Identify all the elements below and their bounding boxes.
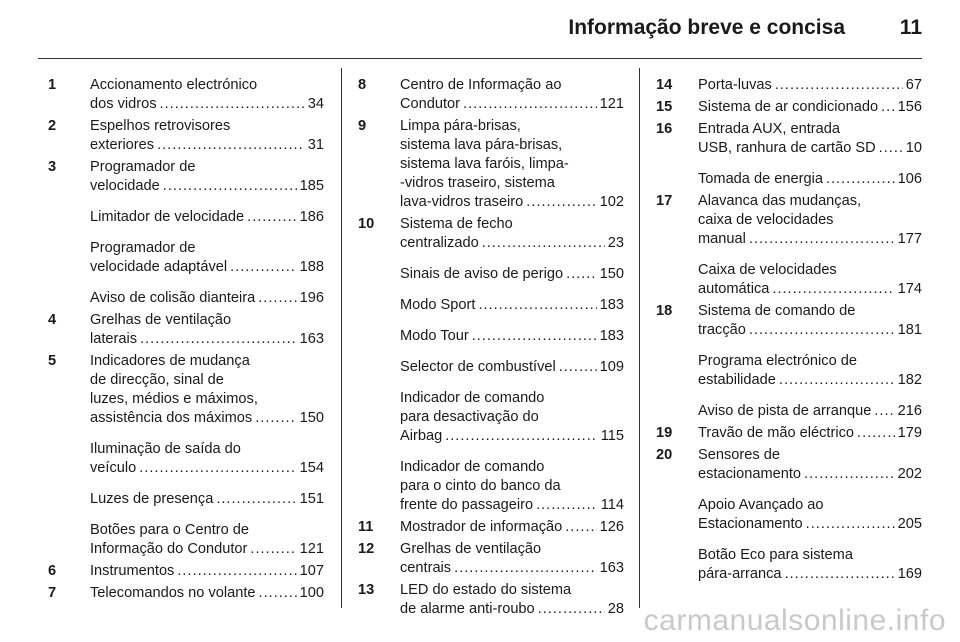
leader-dots — [230, 258, 297, 277]
entry-text: Iluminação de saída do — [90, 441, 241, 457]
index-entry — [358, 215, 624, 253]
entry-body — [400, 389, 624, 446]
leader-dots — [255, 409, 296, 428]
leader-dots — [538, 600, 605, 619]
entry-page-ref[interactable]: 183 — [599, 328, 624, 344]
entry-last-line — [400, 518, 624, 537]
entry-page-ref[interactable]: 150 — [599, 266, 624, 282]
entry-body — [90, 158, 324, 196]
entry-page-ref[interactable]: 10 — [905, 140, 922, 156]
page-title: Informação breve e concisa — [568, 16, 845, 39]
entry-text: Sinais de aviso de perigo — [400, 266, 564, 282]
index-entry — [48, 562, 324, 581]
entry-last-line — [698, 170, 922, 189]
entry-body — [90, 117, 324, 155]
entry-page-ref[interactable]: 196 — [299, 290, 324, 306]
leader-dots — [160, 95, 305, 114]
entry-text: Programador de — [90, 240, 196, 256]
leader-dots — [526, 193, 596, 212]
entry-number: 20 — [656, 447, 673, 463]
entry-text: Aviso de pista de arranque — [698, 403, 872, 419]
entry-number: 19 — [656, 425, 673, 441]
entry-body — [698, 402, 922, 421]
leader-dots — [826, 170, 895, 189]
entry-text: dos vidros — [90, 96, 157, 112]
page-number: 11 — [899, 16, 922, 39]
index-entry — [656, 424, 922, 443]
index-entry — [358, 540, 624, 578]
entry-text: frente do passageiro — [400, 497, 534, 513]
leader-dots — [258, 289, 296, 308]
entry-text: Telecomandos no volante — [90, 585, 256, 601]
entry-text: USB, ranhura de cartão SD — [698, 140, 876, 156]
entry-text: Alavanca das mudanças, — [698, 193, 862, 209]
entry-text: Grelhas de ventilação — [90, 312, 232, 328]
entry-text: Centro de Informação ao — [400, 77, 562, 93]
entry-number: 1 — [48, 77, 57, 93]
entry-text: tracção — [698, 322, 746, 338]
entry-last-line — [400, 327, 624, 346]
entry-text: Entrada AUX, entrada — [698, 121, 840, 137]
index-entry — [656, 170, 922, 189]
leader-dots — [216, 490, 296, 509]
index-entry — [656, 120, 922, 158]
entry-last-line — [400, 193, 624, 212]
entry-text: de direcção, sinal de — [90, 372, 224, 388]
entry-page-ref[interactable]: 216 — [897, 403, 922, 419]
entry-page-ref[interactable]: 100 — [299, 585, 324, 601]
entry-page-ref[interactable]: 156 — [897, 99, 922, 115]
index-entry — [656, 446, 922, 484]
entry-page-ref[interactable]: 31 — [307, 137, 324, 153]
entry-text: velocidade adaptável — [90, 259, 228, 275]
entry-body — [400, 296, 624, 315]
entry-text: estacionamento — [698, 466, 802, 482]
entry-text: Programador de — [90, 159, 196, 175]
entry-body — [90, 311, 324, 349]
entry-body — [90, 352, 324, 428]
leader-dots — [857, 424, 895, 443]
entry-number: 5 — [48, 353, 57, 369]
entry-text: Airbag — [400, 428, 443, 444]
index-entry — [48, 440, 324, 478]
leader-dots — [247, 208, 297, 227]
entry-page-ref[interactable]: 34 — [307, 96, 324, 112]
leader-dots — [259, 584, 297, 603]
entry-page-ref[interactable]: 115 — [600, 428, 624, 444]
leader-dots — [140, 330, 297, 349]
entry-number: 18 — [656, 303, 673, 319]
leader-dots — [879, 139, 903, 158]
entry-text: Apoio Avançado ao — [698, 497, 824, 513]
entry-last-line — [698, 515, 922, 534]
entry-text: Sistema de comando de — [698, 303, 856, 319]
entry-page-ref[interactable]: 121 — [599, 96, 624, 112]
entry-page-ref[interactable]: 186 — [299, 209, 324, 225]
entry-page-ref[interactable]: 174 — [897, 281, 922, 297]
entry-body — [90, 562, 324, 581]
entry-text: Indicadores de mudança — [90, 353, 250, 369]
entry-text: Limpa pára-brisas, — [400, 118, 521, 134]
entry-text: Botões para o Centro de — [90, 522, 250, 538]
entry-text: Sistema de ar condicionado — [698, 99, 879, 115]
entry-last-line — [698, 280, 922, 299]
leader-dots — [785, 565, 895, 584]
entry-text: Limitador de velocidade — [90, 209, 245, 225]
index-entry — [358, 458, 624, 515]
entry-text: Aviso de colisão dianteira — [90, 290, 256, 306]
entry-text: centrais — [400, 560, 452, 576]
entry-number: 11 — [358, 519, 374, 535]
entry-last-line — [90, 459, 324, 478]
entry-body — [400, 265, 624, 284]
entry-text: velocidade — [90, 178, 160, 194]
leader-dots — [163, 177, 297, 196]
leader-dots — [874, 402, 894, 421]
entry-body — [90, 521, 324, 559]
leader-dots — [806, 515, 895, 534]
entry-last-line — [400, 600, 624, 619]
entry-text: Modo Tour — [400, 328, 469, 344]
entry-text: Instrumentos — [90, 563, 175, 579]
entry-last-line — [90, 490, 324, 509]
entry-body — [400, 458, 624, 515]
entry-text: Sensores de — [698, 447, 780, 463]
entry-text: Condutor — [400, 96, 461, 112]
entry-page-ref[interactable]: 106 — [897, 171, 922, 187]
index-entry — [48, 76, 324, 114]
entry-text: manual — [698, 231, 746, 247]
entry-body — [90, 239, 324, 277]
leader-dots — [157, 136, 305, 155]
index-entry — [358, 518, 624, 537]
entry-body — [698, 192, 922, 249]
index-entry — [656, 261, 922, 299]
entry-page-ref[interactable]: 205 — [897, 516, 922, 532]
entry-text: pára-arranca — [698, 566, 782, 582]
entry-body — [400, 327, 624, 346]
entry-text: Caixa de velocidades — [698, 262, 837, 278]
leader-dots — [536, 496, 598, 515]
entry-page-ref[interactable]: 177 — [897, 231, 922, 247]
entry-page-ref[interactable]: 151 — [299, 491, 324, 507]
entry-text: Mostrador de informação — [400, 519, 563, 535]
entry-last-line — [698, 230, 922, 249]
entry-body — [698, 302, 922, 340]
entry-last-line — [698, 424, 922, 443]
leader-dots — [772, 280, 894, 299]
entry-number: 6 — [48, 563, 57, 579]
entry-body — [400, 518, 624, 537]
entry-text: Programa electrónico de — [698, 353, 857, 369]
index-column-1 — [48, 76, 324, 606]
index-entry — [48, 117, 324, 155]
index-entry — [358, 117, 624, 212]
entry-body — [698, 98, 922, 117]
entry-last-line — [90, 562, 324, 581]
entry-last-line — [400, 265, 624, 284]
index-entry — [358, 265, 624, 284]
entry-last-line — [90, 289, 324, 308]
entry-body — [90, 490, 324, 509]
entry-body — [698, 446, 922, 484]
entry-last-line — [698, 465, 922, 484]
entry-last-line — [400, 427, 624, 446]
entry-text: luzes, médios e máximos, — [90, 391, 258, 407]
entry-text: sistema lava faróis, limpa- — [400, 156, 569, 172]
entry-number: 7 — [48, 585, 57, 601]
entry-last-line — [698, 139, 922, 158]
leader-dots — [177, 562, 296, 581]
entry-last-line — [400, 358, 624, 377]
entry-body — [90, 440, 324, 478]
entry-text: caixa de velocidades — [698, 212, 834, 228]
entry-text: para desactivação do — [400, 409, 539, 425]
entry-last-line — [698, 371, 922, 390]
entry-page-ref[interactable]: 163 — [599, 560, 624, 576]
entry-body — [698, 352, 922, 390]
entry-number: 4 — [48, 312, 57, 328]
entry-number: 15 — [656, 99, 673, 115]
index-entry — [656, 546, 922, 584]
entry-last-line — [90, 177, 324, 196]
index-entry — [48, 239, 324, 277]
leader-dots — [250, 540, 296, 559]
entry-body — [698, 424, 922, 443]
entry-last-line — [90, 95, 324, 114]
entry-text: veículo — [90, 460, 137, 476]
index-entry — [48, 584, 324, 603]
leader-dots — [139, 459, 296, 478]
entry-page-ref[interactable]: 121 — [299, 541, 324, 557]
entry-number: 13 — [358, 582, 375, 598]
entry-page-ref[interactable]: 179 — [897, 425, 922, 441]
page-header — [0, 0, 960, 60]
leader-dots — [478, 296, 596, 315]
entry-page-ref[interactable]: 202 — [897, 466, 922, 482]
index-column-3 — [656, 76, 922, 587]
column-divider — [639, 68, 640, 608]
watermark: carmanualsonline.info — [643, 604, 946, 637]
entry-page-ref[interactable]: 107 — [299, 563, 324, 579]
entry-body — [698, 76, 922, 95]
entry-page-ref[interactable]: 185 — [299, 178, 324, 194]
entry-last-line — [698, 321, 922, 340]
entry-text: exteriores — [90, 137, 155, 153]
entry-number: 2 — [48, 118, 57, 134]
entry-last-line — [90, 584, 324, 603]
entry-body — [698, 170, 922, 189]
entry-body — [698, 261, 922, 299]
entry-number: 12 — [358, 541, 375, 557]
index-entry — [48, 490, 324, 509]
entry-text: LED do estado do sistema — [400, 582, 572, 598]
entry-text: assistência dos máximos — [90, 410, 253, 426]
entry-text: Selector de combustível — [400, 359, 556, 375]
entry-text: Porta-luvas — [698, 77, 772, 93]
entry-last-line — [90, 330, 324, 349]
index-entry — [656, 76, 922, 95]
entry-page-ref[interactable]: 188 — [299, 259, 324, 275]
entry-page-ref[interactable]: 154 — [299, 460, 324, 476]
entry-text: Botão Eco para sistema — [698, 547, 853, 563]
entry-last-line — [90, 208, 324, 227]
entry-text: Grelhas de ventilação — [400, 541, 542, 557]
leader-dots — [749, 321, 895, 340]
entry-page-ref[interactable]: 163 — [299, 331, 324, 347]
entry-body — [90, 208, 324, 227]
leader-dots — [566, 265, 597, 284]
index-entry — [358, 358, 624, 377]
entry-body — [400, 76, 624, 114]
entry-last-line — [90, 258, 324, 277]
entry-text: Modo Sport — [400, 297, 476, 313]
entry-last-line — [90, 409, 324, 428]
entry-number: 17 — [656, 193, 673, 209]
entry-text: Tomada de energia — [698, 171, 823, 187]
index-entry — [358, 76, 624, 114]
entry-page-ref[interactable]: 23 — [607, 235, 624, 251]
leader-dots — [779, 371, 895, 390]
index-entry — [48, 521, 324, 559]
entry-text: automática — [698, 281, 770, 297]
leader-dots — [463, 95, 597, 114]
index-entry — [48, 352, 324, 428]
entry-text: laterais — [90, 331, 138, 347]
entry-last-line — [400, 296, 624, 315]
entry-text: para o cinto do banco da — [400, 478, 561, 494]
entry-body — [400, 540, 624, 578]
entry-body — [400, 358, 624, 377]
entry-text: sistema lava pára-brisas, — [400, 137, 563, 153]
entry-number: 3 — [48, 159, 57, 175]
leader-dots — [482, 234, 605, 253]
entry-text: estabilidade — [698, 372, 776, 388]
entry-body — [90, 584, 324, 603]
entry-body — [400, 215, 624, 253]
leader-dots — [749, 230, 895, 249]
header-rule — [38, 58, 922, 59]
entry-body — [698, 120, 922, 158]
entry-text: Sistema de fecho — [400, 216, 513, 232]
entry-last-line — [400, 95, 624, 114]
entry-last-line — [698, 76, 922, 95]
index-entry — [48, 208, 324, 227]
leader-dots — [472, 327, 597, 346]
entry-text: Travão de mão eléctrico — [698, 425, 855, 441]
entry-page-ref[interactable]: 114 — [600, 497, 624, 513]
entry-body — [90, 289, 324, 308]
entry-text: Indicador de comando — [400, 390, 545, 406]
index-entry — [656, 302, 922, 340]
entry-page-ref[interactable]: 126 — [599, 519, 624, 535]
index-entry — [358, 389, 624, 446]
entry-text: Espelhos retrovisores — [90, 118, 231, 134]
entry-page-ref[interactable]: 150 — [299, 410, 324, 426]
entry-last-line — [400, 234, 624, 253]
entry-body — [400, 117, 624, 212]
entry-number: 14 — [656, 77, 673, 93]
entry-text: Luzes de presença — [90, 491, 214, 507]
index-entry — [358, 296, 624, 315]
entry-body — [90, 76, 324, 114]
index-entry — [656, 192, 922, 249]
leader-dots — [559, 358, 597, 377]
entry-number: 16 — [656, 121, 673, 137]
entry-page-ref[interactable]: 169 — [897, 566, 922, 582]
index-entry — [48, 289, 324, 308]
entry-body — [698, 546, 922, 584]
index-entry — [48, 158, 324, 196]
entry-body — [698, 496, 922, 534]
entry-last-line — [400, 496, 624, 515]
entry-last-line — [400, 559, 624, 578]
entry-text: centralizado — [400, 235, 479, 251]
entry-page-ref[interactable]: 28 — [607, 601, 624, 617]
entry-text: de alarme anti-roubo — [400, 601, 535, 617]
index-entry — [656, 352, 922, 390]
entry-number: 9 — [358, 118, 367, 134]
entry-page-ref[interactable]: 181 — [897, 322, 922, 338]
entry-number: 10 — [358, 216, 375, 232]
leader-dots — [454, 559, 597, 578]
entry-text: Estacionamento — [698, 516, 803, 532]
entry-text: Informação do Condutor — [90, 541, 248, 557]
index-column-2 — [358, 76, 624, 622]
entry-page-ref[interactable]: 183 — [599, 297, 624, 313]
entry-last-line — [698, 402, 922, 421]
entry-text: Accionamento electrónico — [90, 77, 258, 93]
entry-page-ref[interactable]: 102 — [599, 194, 624, 210]
entry-last-line — [698, 98, 922, 117]
index-entry — [358, 581, 624, 619]
entry-last-line — [698, 565, 922, 584]
index-entry — [656, 402, 922, 421]
leader-dots — [881, 98, 895, 117]
entry-text: -vidros traseiro, sistema — [400, 175, 555, 191]
entry-page-ref[interactable]: 182 — [897, 372, 922, 388]
entry-last-line — [90, 136, 324, 155]
entry-number: 8 — [358, 77, 367, 93]
index-entry — [48, 311, 324, 349]
entry-page-ref[interactable]: 109 — [599, 359, 624, 375]
index-entry — [656, 496, 922, 534]
index-entry — [656, 98, 922, 117]
column-divider — [341, 68, 342, 608]
leader-dots — [775, 76, 903, 95]
entry-last-line — [90, 540, 324, 559]
entry-body — [400, 581, 624, 619]
entry-text: Indicador de comando — [400, 459, 545, 475]
index-entry — [358, 327, 624, 346]
leader-dots — [804, 465, 895, 484]
leader-dots — [445, 427, 598, 446]
leader-dots — [565, 518, 596, 537]
entry-page-ref[interactable]: 67 — [905, 77, 922, 93]
entry-text: lava-vidros traseiro — [400, 194, 524, 210]
